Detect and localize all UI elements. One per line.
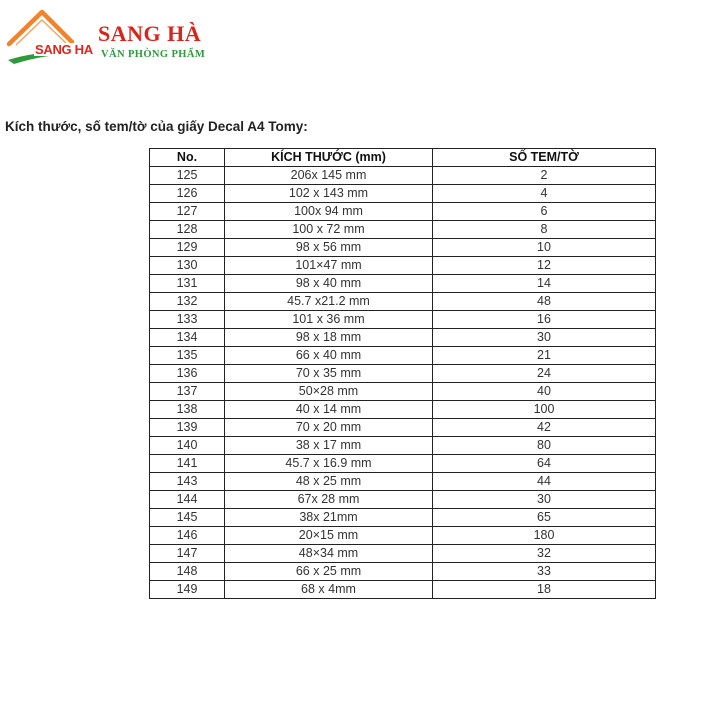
cell-size: 101 x 36 mm — [225, 311, 433, 329]
table-row — [150, 257, 656, 275]
cell-size: 102 x 143 mm — [225, 185, 433, 203]
table-row — [150, 491, 656, 509]
cell-labels-per-sheet: 44 — [433, 473, 656, 491]
cell-size: 45.7 x21.2 mm — [225, 293, 433, 311]
table-row — [150, 581, 656, 599]
decal-size-table — [149, 148, 656, 599]
cell-size: 50×28 mm — [225, 383, 433, 401]
cell-no: 125 — [150, 167, 225, 185]
cell-size: 98 x 18 mm — [225, 329, 433, 347]
table-row — [150, 563, 656, 581]
cell-size: 38 x 17 mm — [225, 437, 433, 455]
cell-labels-per-sheet: 40 — [433, 383, 656, 401]
cell-size: 45.7 x 16.9 mm — [225, 455, 433, 473]
cell-labels-per-sheet: 8 — [433, 221, 656, 239]
cell-labels-per-sheet: 32 — [433, 545, 656, 563]
cell-no: 146 — [150, 527, 225, 545]
cell-size: 66 x 25 mm — [225, 563, 433, 581]
cell-size: 101×47 mm — [225, 257, 433, 275]
cell-no: 128 — [150, 221, 225, 239]
cell-no: 129 — [150, 239, 225, 257]
cell-no: 145 — [150, 509, 225, 527]
cell-labels-per-sheet: 48 — [433, 293, 656, 311]
table-row — [150, 383, 656, 401]
cell-no: 138 — [150, 401, 225, 419]
cell-labels-per-sheet: 180 — [433, 527, 656, 545]
table-row — [150, 401, 656, 419]
logo-title: SANG HÀ — [98, 21, 202, 46]
table-row — [150, 275, 656, 293]
table-row — [150, 509, 656, 527]
cell-labels-per-sheet: 42 — [433, 419, 656, 437]
cell-no: 127 — [150, 203, 225, 221]
cell-no: 139 — [150, 419, 225, 437]
table-row — [150, 293, 656, 311]
cell-size: 38x 21mm — [225, 509, 433, 527]
cell-labels-per-sheet: 80 — [433, 437, 656, 455]
column-header-size: KÍCH THƯỚC (mm) — [225, 149, 433, 167]
table-header-row — [150, 149, 656, 167]
cell-labels-per-sheet: 64 — [433, 455, 656, 473]
table-row — [150, 437, 656, 455]
table-row — [150, 203, 656, 221]
cell-size: 67x 28 mm — [225, 491, 433, 509]
table-row — [150, 545, 656, 563]
cell-labels-per-sheet: 2 — [433, 167, 656, 185]
cell-no: 143 — [150, 473, 225, 491]
column-header-labels-per-sheet: SỐ TEM/TỜ — [433, 149, 656, 167]
cell-size: 100x 94 mm — [225, 203, 433, 221]
table-row — [150, 239, 656, 257]
cell-no: 131 — [150, 275, 225, 293]
cell-size: 98 x 40 mm — [225, 275, 433, 293]
cell-no: 147 — [150, 545, 225, 563]
cell-size: 70 x 35 mm — [225, 365, 433, 383]
cell-labels-per-sheet: 65 — [433, 509, 656, 527]
cell-no: 126 — [150, 185, 225, 203]
cell-no: 135 — [150, 347, 225, 365]
cell-size: 66 x 40 mm — [225, 347, 433, 365]
table-row — [150, 329, 656, 347]
cell-size: 206x 145 mm — [225, 167, 433, 185]
logo-mark-text: SANG HA — [35, 42, 93, 57]
table-row — [150, 455, 656, 473]
table-row — [150, 167, 656, 185]
cell-no: 149 — [150, 581, 225, 599]
cell-labels-per-sheet: 14 — [433, 275, 656, 293]
cell-labels-per-sheet: 6 — [433, 203, 656, 221]
cell-no: 137 — [150, 383, 225, 401]
page-heading: Kích thước, số tem/tờ của giấy Decal A4 Tomy: — [5, 119, 308, 134]
cell-labels-per-sheet: 30 — [433, 491, 656, 509]
cell-no: 144 — [150, 491, 225, 509]
table-row — [150, 221, 656, 239]
cell-size: 68 x 4mm — [225, 581, 433, 599]
cell-no: 132 — [150, 293, 225, 311]
cell-size: 98 x 56 mm — [225, 239, 433, 257]
cell-labels-per-sheet: 21 — [433, 347, 656, 365]
cell-no: 141 — [150, 455, 225, 473]
cell-labels-per-sheet: 100 — [433, 401, 656, 419]
logo-subtitle: VĂN PHÒNG PHẨM — [101, 49, 206, 60]
brand-logo[interactable] — [6, 8, 236, 64]
cell-labels-per-sheet: 18 — [433, 581, 656, 599]
cell-no: 148 — [150, 563, 225, 581]
cell-labels-per-sheet: 12 — [433, 257, 656, 275]
table-row — [150, 311, 656, 329]
cell-labels-per-sheet: 24 — [433, 365, 656, 383]
cell-labels-per-sheet: 10 — [433, 239, 656, 257]
cell-no: 136 — [150, 365, 225, 383]
cell-size: 40 x 14 mm — [225, 401, 433, 419]
table-row — [150, 473, 656, 491]
cell-no: 133 — [150, 311, 225, 329]
table-row — [150, 419, 656, 437]
cell-labels-per-sheet: 16 — [433, 311, 656, 329]
cell-size: 100 x 72 mm — [225, 221, 433, 239]
table-body — [150, 167, 656, 599]
column-header-no: No. — [150, 149, 225, 167]
cell-size: 48 x 25 mm — [225, 473, 433, 491]
cell-no: 130 — [150, 257, 225, 275]
table-row — [150, 365, 656, 383]
table-row — [150, 185, 656, 203]
table-row — [150, 527, 656, 545]
cell-no: 134 — [150, 329, 225, 347]
table-row — [150, 347, 656, 365]
cell-labels-per-sheet: 30 — [433, 329, 656, 347]
cell-size: 48×34 mm — [225, 545, 433, 563]
cell-labels-per-sheet: 33 — [433, 563, 656, 581]
cell-size: 20×15 mm — [225, 527, 433, 545]
cell-labels-per-sheet: 4 — [433, 185, 656, 203]
cell-size: 70 x 20 mm — [225, 419, 433, 437]
cell-no: 140 — [150, 437, 225, 455]
